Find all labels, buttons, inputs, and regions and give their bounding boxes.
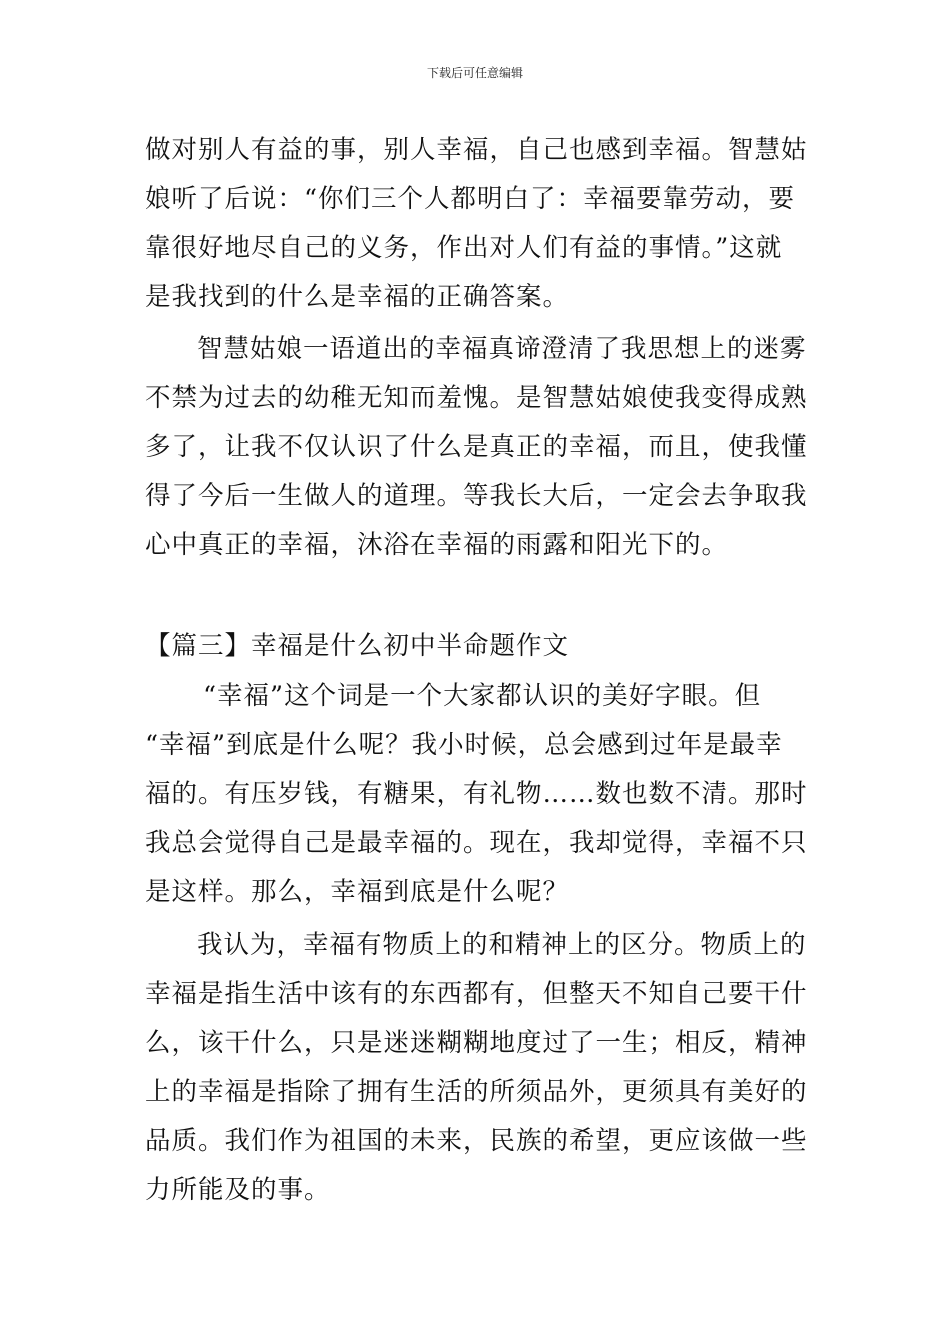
paragraph-1 [145, 126, 808, 322]
paragraph-line: 多了，让我不仅认识了什么是真正的幸福，而且，使我懂 [145, 432, 808, 462]
paragraph-line: 上的幸福是指除了拥有生活的所须品外，更须具有美好的 [145, 1077, 808, 1107]
paragraph-line: 福的。有压岁钱，有糖果，有礼物……数也数不清。那时 [145, 779, 808, 809]
paragraph-line: 力所能及的事。 [145, 1175, 331, 1205]
paragraph-2 [145, 325, 808, 570]
paragraph-line: 靠很好地尽自己的义务，作出对人们有益的事情。”这就 [145, 233, 783, 263]
paragraph-line: 智慧姑娘一语道出的幸福真谛澄清了我思想上的迷雾 [197, 334, 807, 364]
paragraph-4 [145, 921, 808, 1215]
paragraph-line: 么，该干什么，只是迷迷糊糊地度过了一生；相反，精神 [145, 1028, 808, 1058]
page-header-note: 下载后可任意编辑 [426, 66, 523, 80]
paragraph-line: 是这样。那么，幸福到底是什么呢？ [145, 877, 570, 907]
section-heading: 【篇三】幸福是什么初中半命题作文 [145, 631, 570, 661]
paragraph-line: 娘听了后说：“你们三个人都明白了：幸福要靠劳动，要 [145, 184, 796, 214]
paragraph-line: 品质。我们作为祖国的未来，民族的希望，更应该做一些 [145, 1126, 808, 1156]
paragraph-line: 做对别人有益的事，别人幸福，自己也感到幸福。智慧姑 [145, 135, 808, 165]
paragraph-line: 心中真正的幸福，沐浴在幸福的雨露和阳光下的。 [145, 530, 729, 560]
paragraph-line: “幸福”这个词是一个大家都认识的美好字眼。但 [203, 681, 762, 711]
paragraph-line: 幸福是指生活中该有的东西都有，但整天不知自己要干什 [145, 979, 808, 1009]
paragraph-line: 我总会觉得自己是最幸福的。现在，我却觉得，幸福不只 [145, 828, 808, 858]
paragraph-line: 我认为，幸福有物质上的和精神上的区分。物质上的 [197, 930, 807, 960]
paragraph-3 [145, 672, 808, 917]
paragraph-line: 得了今后一生做人的道理。等我长大后，一定会去争取我 [145, 481, 808, 511]
paragraph-line: 不禁为过去的幼稚无知而羞愧。是智慧姑娘使我变得成熟 [145, 383, 808, 413]
paragraph-line: “幸福”到底是什么呢？我小时候，总会感到过年是最幸 [145, 730, 783, 760]
paragraph-line: 是我找到的什么是幸福的正确答案。 [145, 282, 570, 312]
